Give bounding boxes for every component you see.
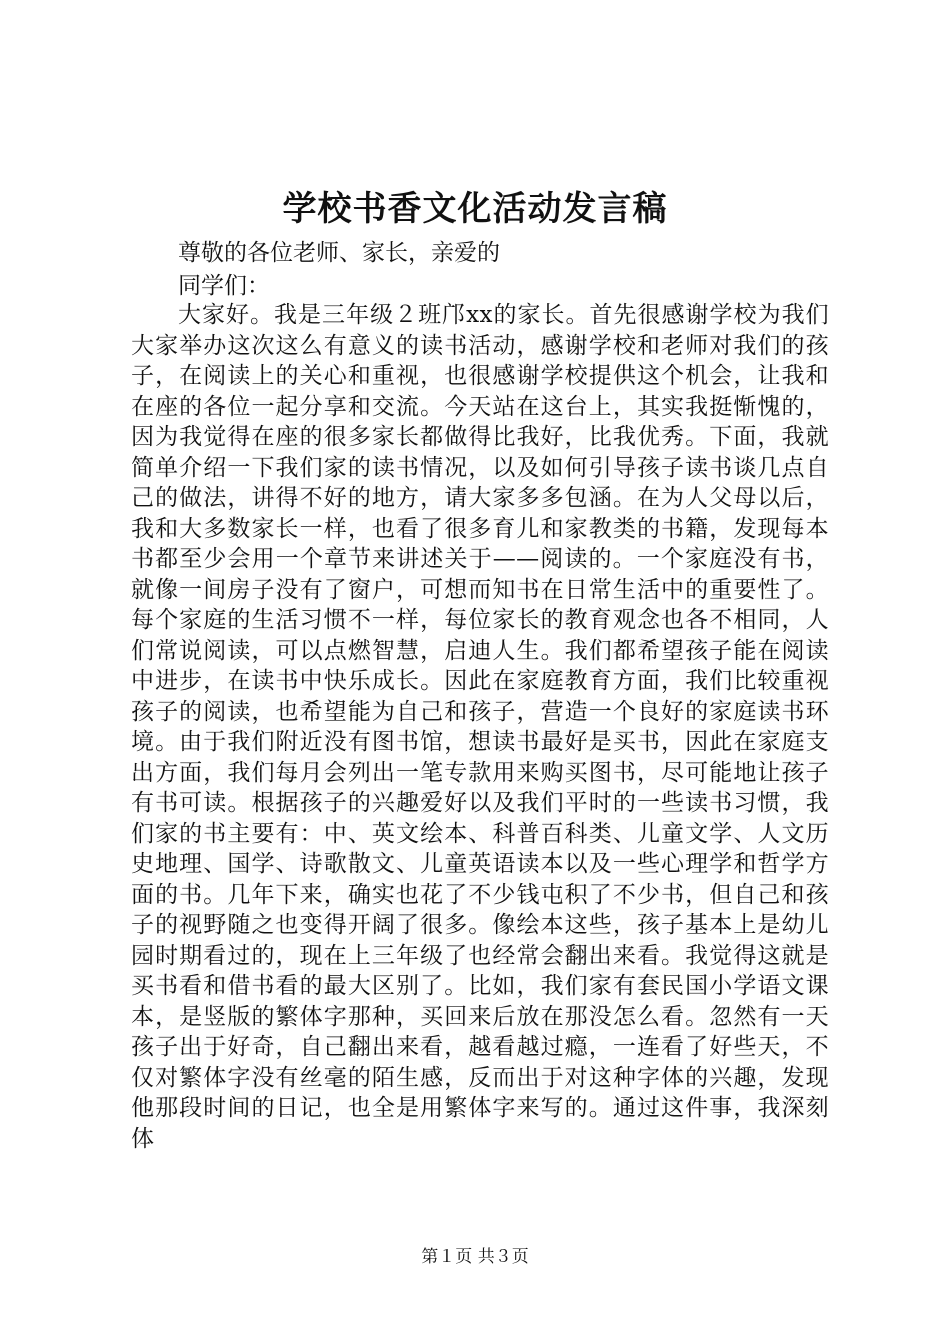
salutation-line-1: 尊敬的各位老师、家长，亲爱的 — [178, 240, 500, 266]
page-footer: 第１页 共３页 — [421, 1247, 529, 1267]
body-paragraph: 大家好。我是三年级２班邝xx的家长。首先很感谢学校为我们大家举办这次这么有意义的读书活动，感谢学校和老师对我们的孩子，在阅读上的关心和重视，也很感谢学校提供这个机会，让我和在座的各位一起分享和交流。今天站在这台上，其实我挺惭愧的，因为我觉得在座的很多家长都做得比我好，比我优秀。下面，我就简单介绍一下我们家的读书情况，以及如何引导孩子读书谈几点自己的做法，讲得不好的地方，请大家多多包涵。在为人父母以后，我和大多数家长一样，也看了很多育儿和家教类的书籍，发现每本书都至少会用一个章节来讲述关于——阅读的。一个家庭没有书，就像一间房子没有了窗户，可想而知书在日常生活中的重要性了。每个家庭的生活习惯不一样，每位家长的教育观念也各不相同，人们常说阅读，可以点燃智慧，启迪人生。我们都希望孩子能在阅读中进步，在读书中快乐成长。因此在家庭教育方面，我们比较重视孩子的阅读，也希望能为自己和孩子，营造一个良好的家庭读书环境。由于我们附近没有图书馆，想读书最好是买书，因此在家庭支出方面，我们每月会列出一笔专款用来购买图书，尽可能地让孩子有书可读。根据孩子的兴趣爱好以及我们平时的一些读书习惯，我们家的书主要有：中、英文绘本、科普百科类、儿童文学、人文历史地理、国学、诗歌散文、儿童英语读本以及一些心理学和哲学方面的书。几年下来，确实也花了不少钱屯积了不少书，但自己和孩子的视野随之也变得开阔了很多。像绘本这些，孩子基本上是幼儿园时期看过的，现在上三年级了也经常会翻出来看。我觉得这就是买书看和借书看的最大区别了。比如，我们家有套民国小学语文课本，是竖版的繁体字那种，买回来后放在那没怎么看。忽然有一天孩子出于好奇，自己翻出来看，越看越过瘾，一连看了好些天，不仅对繁体字没有丝毫的陌生感，反而出于对这种字体的兴趣，发现他那段时间的日记，也全是用繁体字来写的。通过这件事，我深刻体 — [131, 302, 829, 1152]
document-title: 学校书香文化活动发言稿 — [282, 189, 668, 229]
salutation-line-2: 同学们： — [178, 273, 270, 299]
